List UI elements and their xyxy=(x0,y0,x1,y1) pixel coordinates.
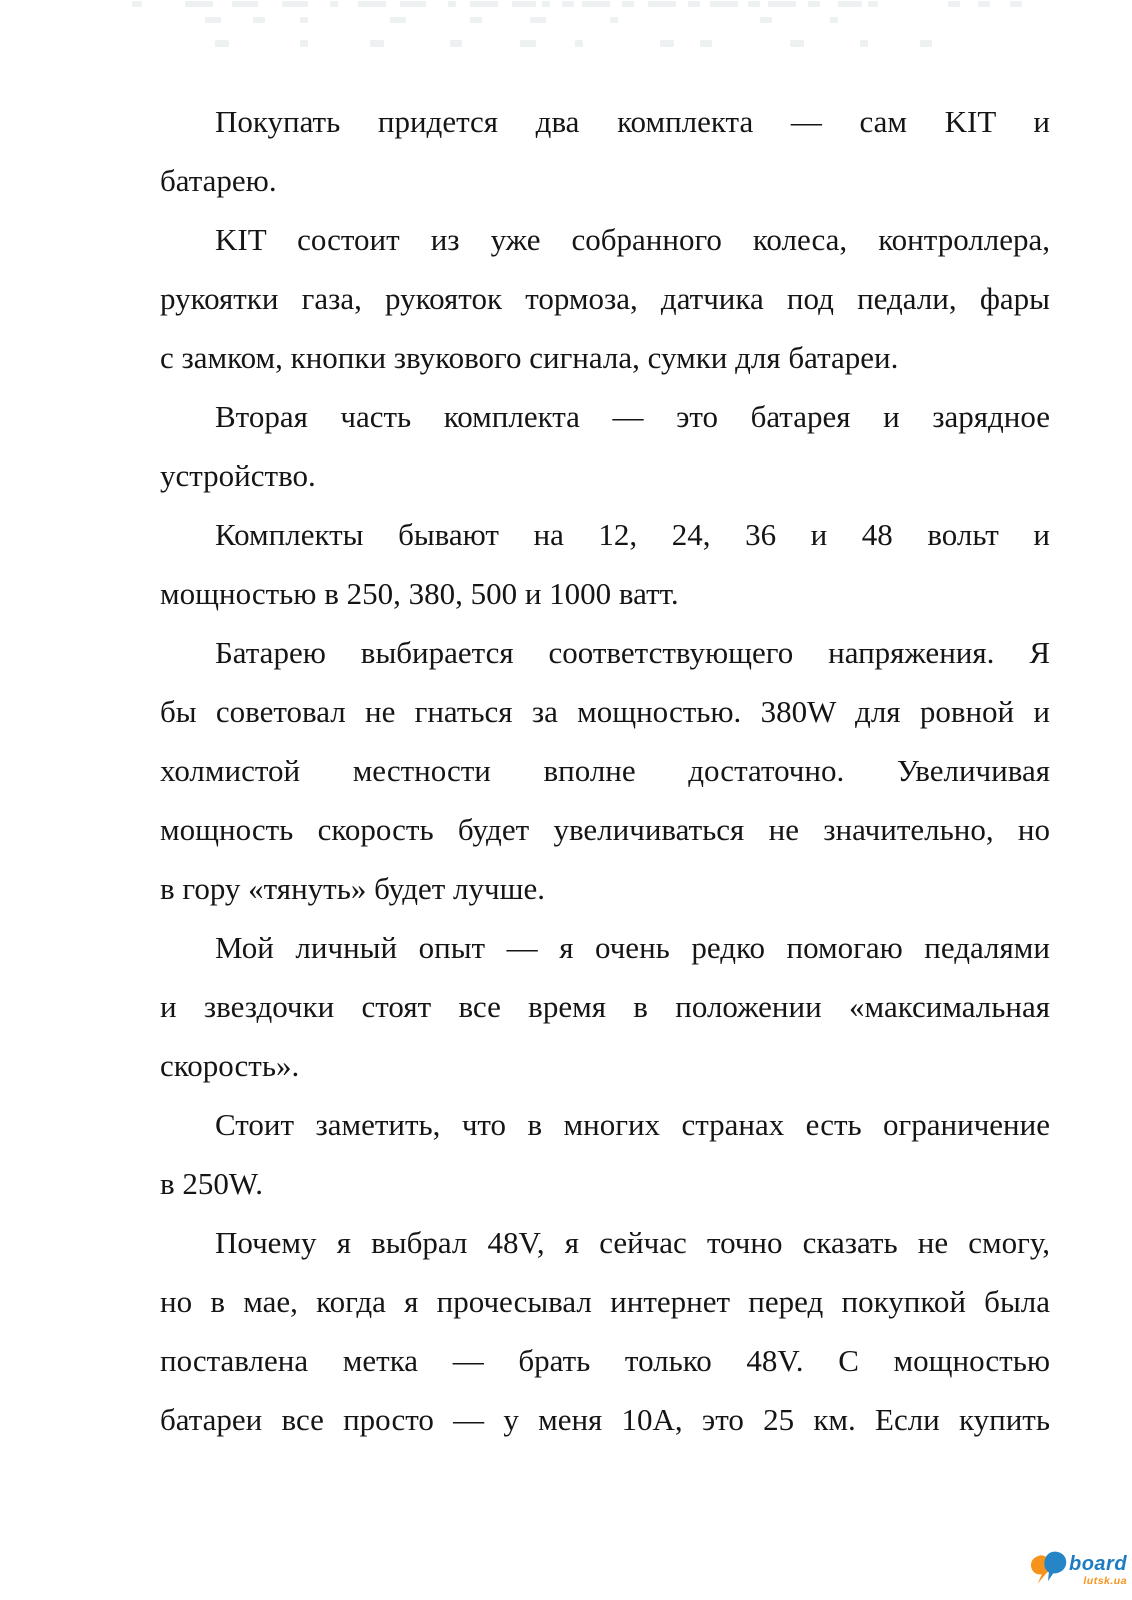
text-line: Стоит заметить, что в многих странах есть ограничение xyxy=(215,1107,1050,1142)
paragraph xyxy=(160,1213,1050,1449)
text-line: рукоятки газа, рукояток тормоза, датчика под педали, фары xyxy=(160,281,1050,316)
scan-artifact-dash xyxy=(448,1,456,7)
scan-artifact-dash xyxy=(370,40,384,47)
scan-artifact-dash xyxy=(512,1,536,7)
scan-artifact-dash xyxy=(330,1,338,7)
scan-artifact-dash xyxy=(760,17,772,23)
scan-artifact-dash xyxy=(660,40,674,47)
text-line: Мой личный опыт — я очень редко помогаю педалями xyxy=(215,930,1050,965)
paragraph xyxy=(160,387,1050,505)
scan-artifact-dash xyxy=(205,17,221,23)
watermark-domain-text: lutsk.ua xyxy=(1083,1575,1128,1587)
scan-artifact-dash xyxy=(542,1,550,7)
scan-artifact-dash xyxy=(400,1,426,7)
text-line: Вторая часть комплекта — это батарея и зарядное xyxy=(215,399,1050,434)
document-text xyxy=(160,92,1050,1449)
text-line: мощность скорость будет увеличиваться не значительно, но xyxy=(160,812,1050,847)
scan-artifact-dash xyxy=(860,40,868,47)
scan-artifact-dash xyxy=(610,17,618,23)
text-line: и звездочки стоят все время в положении «максимальная xyxy=(160,989,1050,1024)
text-line: бы советовал не гнаться за мощностью. 380W для ровной и xyxy=(160,694,1050,729)
scan-artifact-dash xyxy=(450,40,462,47)
board-lutsk-watermark xyxy=(1028,1548,1132,1594)
text-line: но в мае, когда я прочесывал интернет перед покупкой была xyxy=(160,1284,1050,1319)
scan-artifact-dash xyxy=(710,1,738,7)
scan-artifact-dash xyxy=(748,1,760,7)
scan-artifact-dash xyxy=(948,1,960,7)
scan-artifact-dash xyxy=(1010,1,1022,7)
text-line: холмистой местности вполне достаточно. Увеличивая xyxy=(160,753,1050,788)
scan-artifact-dash xyxy=(282,1,308,7)
scan-artifact-dash xyxy=(838,1,862,7)
scan-artifact-dash xyxy=(700,40,712,47)
text-line: батареи все просто — у меня 10А, это 25 км. Если купить xyxy=(160,1402,1050,1437)
scan-artifact-dash xyxy=(358,1,386,7)
board-logo-icon xyxy=(1028,1548,1068,1590)
scan-artifact-dash xyxy=(808,1,820,7)
scan-artifact-dash xyxy=(185,1,213,7)
scan-artifact-dash xyxy=(470,17,482,23)
scan-artifact-dash xyxy=(470,1,498,7)
scan-artifact-dash xyxy=(790,40,804,47)
scan-artifact-dash xyxy=(868,1,878,7)
scan-artifact-dash xyxy=(768,1,796,7)
text-line: в гору «тянуть» будет лучше. xyxy=(160,871,546,906)
text-line: Почему я выбрал 48V, я сейчас точно сказать не смогу, xyxy=(215,1225,1050,1260)
scan-artifact-dash xyxy=(390,17,406,23)
paragraph xyxy=(160,92,1050,210)
scan-artifact-dash xyxy=(622,1,634,7)
scan-artifact-dash xyxy=(562,1,574,7)
text-line: Батарею выбирается соответствующего напряжения. Я xyxy=(215,635,1050,670)
scan-artifact-dash xyxy=(688,1,700,7)
scan-artifact-dash xyxy=(978,1,990,7)
text-line: батарею. xyxy=(160,163,277,198)
text-line: KIT состоит из уже собранного колеса, контроллера, xyxy=(215,222,1050,257)
text-line: в 250W. xyxy=(160,1166,264,1201)
scan-artifact-dash xyxy=(300,40,308,47)
paragraph xyxy=(160,623,1050,918)
text-line: поставлена метка — брать только 48V. С мощностью xyxy=(160,1343,1050,1378)
scan-artifact-dash xyxy=(132,1,142,7)
scan-artifact-dash xyxy=(575,40,583,47)
scan-artifact-dash xyxy=(648,1,676,7)
scan-artifact-dash xyxy=(830,17,838,23)
text-line: Покупать придется два комплекта — сам KIT и xyxy=(215,104,1050,139)
scan-artifact-dash xyxy=(232,1,258,7)
text-line: устройство. xyxy=(160,458,316,493)
scan-artifact-dash xyxy=(530,17,546,23)
text-line: Комплекты бывают на 12, 24, 36 и 48 вольт и xyxy=(215,517,1050,552)
paragraph xyxy=(160,210,1050,387)
paragraph xyxy=(160,1095,1050,1213)
paragraph xyxy=(160,505,1050,623)
scan-artifact-dash xyxy=(300,17,308,23)
scan-artifact-dash xyxy=(215,40,229,47)
scan-artifact-dash xyxy=(582,1,610,7)
paragraph xyxy=(160,918,1050,1095)
scan-artifact-dash xyxy=(520,40,536,47)
scan-artifact-dash xyxy=(253,17,265,23)
text-line: мощностью в 250, 380, 500 и 1000 ватт. xyxy=(160,576,679,611)
text-line: с замком, кнопки звукового сигнала, сумки для батареи. xyxy=(160,340,899,375)
watermark-brand-text: board xyxy=(1069,1553,1128,1575)
text-line: скорость». xyxy=(160,1048,300,1083)
scan-artifact-dash xyxy=(920,40,932,47)
